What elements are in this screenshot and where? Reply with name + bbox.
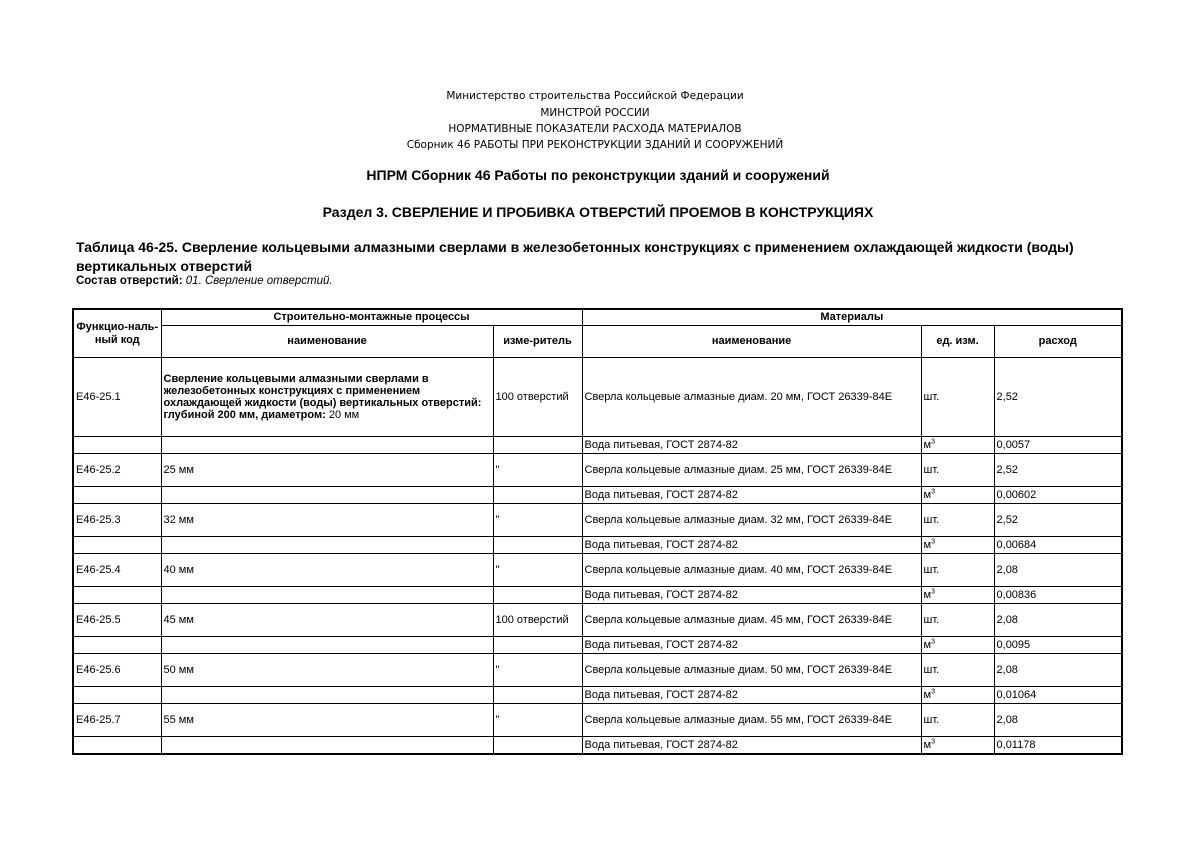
process-unit-cell: " [493,704,582,737]
process-cell [161,637,493,654]
material-unit-cell [921,587,994,604]
process-cell: 55 мм [161,704,493,737]
water-unit-exp: 3 [931,738,935,746]
water-unit-exp: 3 [931,688,935,696]
process-cell [161,487,493,504]
consumption-cell: 0,00684 [994,537,1122,554]
header-materials: Материалы [582,309,1122,326]
material-cell: Вода питьевая, ГОСТ 2874-82 [582,437,921,454]
composition [76,275,333,287]
process-unit-cell: " [493,654,582,687]
code-cell: Е46-25.4 [73,554,161,587]
process-bold-text: Сверление кольцевыми алмазными сверлами в железобетонных конструкциях с применением охлаждающей жидкости (воды) вертикальных отверстий: глубиной 200 мм, диаметром: [163,373,482,421]
code-cell [73,587,161,604]
header-process-unit: изме-ритель [493,326,582,358]
water-unit-base: м [923,639,932,651]
water-unit-base: м [923,589,932,601]
code-cell: Е46-25.5 [73,604,161,637]
table-row [73,537,1122,554]
process-unit-cell [493,737,582,755]
water-unit-base: м [923,689,932,701]
material-cell: Сверла кольцевые алмазные диам. 25 мм, ГОСТ 26339-84Е [582,454,921,487]
header-process-name: наименование [161,326,493,358]
material-cell: Сверла кольцевые алмазные диам. 45 мм, ГОСТ 26339-84Е [582,604,921,637]
table-row [73,587,1122,604]
header-material-unit: ед. изм. [921,326,994,358]
minstroy-line: МИНСТРОЙ РОССИИ [540,107,650,119]
process-cell: 25 мм [161,454,493,487]
material-cell: Сверла кольцевые алмазные диам. 50 мм, ГОСТ 26339-84Е [582,654,921,687]
process-unit-cell: " [493,554,582,587]
collection-line: Сборник 46 РАБОТЫ ПРИ РЕКОНСТРУКЦИИ ЗДАНИЙ И СООРУЖЕНИЙ [406,139,784,151]
material-unit-cell [921,737,994,755]
material-cell: Вода питьевая, ГОСТ 2874-82 [582,737,921,755]
code-cell: Е46-25.7 [73,704,161,737]
process-cell [161,358,493,437]
material-unit-cell [921,687,994,704]
table-row [73,654,1122,687]
water-unit-exp: 3 [931,588,935,596]
process-cell: 40 мм [161,554,493,587]
consumption-cell: 2,08 [994,554,1122,587]
table-row [73,687,1122,704]
consumption-cell: 0,01178 [994,737,1122,755]
table-title-line1: Таблица 46-25. Сверление кольцевыми алмазными сверлами в железобетонных конструкциях с применением охлаждающей жидкости (воды) [76,239,1074,255]
process-unit-cell [493,437,582,454]
material-cell: Вода питьевая, ГОСТ 2874-82 [582,537,921,554]
water-unit-exp: 3 [931,488,935,496]
material-cell: Вода питьевая, ГОСТ 2874-82 [582,487,921,504]
material-unit-cell: шт. [921,358,994,437]
consumption-cell: 0,00836 [994,587,1122,604]
table-row [73,737,1122,755]
material-cell: Сверла кольцевые алмазные диам. 32 мм, ГОСТ 26339-84Е [582,504,921,537]
material-unit-cell [921,637,994,654]
code-cell: Е46-25.6 [73,654,161,687]
process-cell [161,687,493,704]
process-unit-cell [493,537,582,554]
material-unit-cell [921,537,994,554]
material-unit-cell [921,487,994,504]
code-cell: Е46-25.2 [73,454,161,487]
process-cell [161,737,493,755]
table-row [73,358,1122,437]
water-unit-base: м [923,739,932,751]
consumption-cell: 2,08 [994,704,1122,737]
material-unit-cell: шт. [921,604,994,637]
code-cell: Е46-25.1 [73,358,161,437]
water-unit-exp: 3 [931,438,935,446]
consumption-cell: 0,01064 [994,687,1122,704]
water-unit-base: м [923,539,932,551]
table-row [73,437,1122,454]
table-row [73,454,1122,487]
material-unit-cell: шт. [921,554,994,587]
material-cell: Сверла кольцевые алмазные диам. 55 мм, ГОСТ 26339-84Е [582,704,921,737]
process-tail-text: 20 мм [325,409,360,421]
process-unit-cell [493,587,582,604]
water-unit-base: м [923,439,932,451]
material-cell: Вода питьевая, ГОСТ 2874-82 [582,637,921,654]
process-unit-cell [493,687,582,704]
code-cell [73,737,161,755]
material-unit-cell [921,437,994,454]
section-title: Раздел 3. СВЕРЛЕНИЕ И ПРОБИВКА ОТВЕРСТИЙ ПРОЕМОВ В КОНСТРУКЦИЯХ [322,204,874,220]
header-code: Функцио-наль-ный код [73,309,161,358]
ministry-line: Министерство строительства Российской Федерации [446,90,744,102]
code-cell [73,487,161,504]
process-unit-cell: " [493,504,582,537]
process-cell [161,437,493,454]
consumption-cell: 2,52 [994,454,1122,487]
material-unit-cell: шт. [921,454,994,487]
process-cell [161,587,493,604]
header-material-name: наименование [582,326,921,358]
code-cell [73,687,161,704]
consumption-cell: 0,0057 [994,437,1122,454]
process-unit-cell: 100 отверстий [493,358,582,437]
process-unit-cell: 100 отверстий [493,604,582,637]
process-cell: 45 мм [161,604,493,637]
consumption-cell: 0,00602 [994,487,1122,504]
document-title: НПРМ Сборник 46 Работы по реконструкции зданий и сооружений [366,167,830,183]
table-row [73,604,1122,637]
norms-table [72,308,1123,755]
material-cell: Сверла кольцевые алмазные диам. 20 мм, ГОСТ 26339-84Е [582,358,921,437]
water-unit-exp: 3 [931,638,935,646]
code-cell: Е46-25.3 [73,504,161,537]
composition-label: Состав отверстий: [76,275,183,287]
process-unit-cell [493,637,582,654]
process-unit-cell: " [493,454,582,487]
code-cell [73,437,161,454]
table-row [73,637,1122,654]
header-material-consumption: расход [994,326,1122,358]
composition-value: 01. Сверление отверстий. [185,275,333,287]
norms-line: НОРМАТИВНЫЕ ПОКАЗАТЕЛИ РАСХОДА МАТЕРИАЛОВ [448,123,742,135]
consumption-cell: 2,08 [994,654,1122,687]
consumption-cell: 2,52 [994,504,1122,537]
material-unit-cell: шт. [921,654,994,687]
code-cell [73,637,161,654]
process-unit-cell [493,487,582,504]
table-row [73,487,1122,504]
table-row [73,504,1122,537]
process-cell [161,537,493,554]
material-unit-cell: шт. [921,504,994,537]
table-row [73,704,1122,737]
table-row [73,554,1122,587]
material-cell: Вода питьевая, ГОСТ 2874-82 [582,587,921,604]
table-title-line2: вертикальных отверстий [76,258,253,274]
material-unit-cell: шт. [921,704,994,737]
header-processes: Строительно-монтажные процессы [161,309,582,326]
code-cell [73,537,161,554]
consumption-cell: 2,52 [994,358,1122,437]
table-title [76,238,1136,276]
water-unit-base: м [923,489,932,501]
material-cell: Вода питьевая, ГОСТ 2874-82 [582,687,921,704]
consumption-cell: 2,08 [994,604,1122,637]
process-cell: 32 мм [161,504,493,537]
water-unit-exp: 3 [931,538,935,546]
material-cell: Сверла кольцевые алмазные диам. 40 мм, ГОСТ 26339-84Е [582,554,921,587]
process-cell: 50 мм [161,654,493,687]
consumption-cell: 0,0095 [994,637,1122,654]
